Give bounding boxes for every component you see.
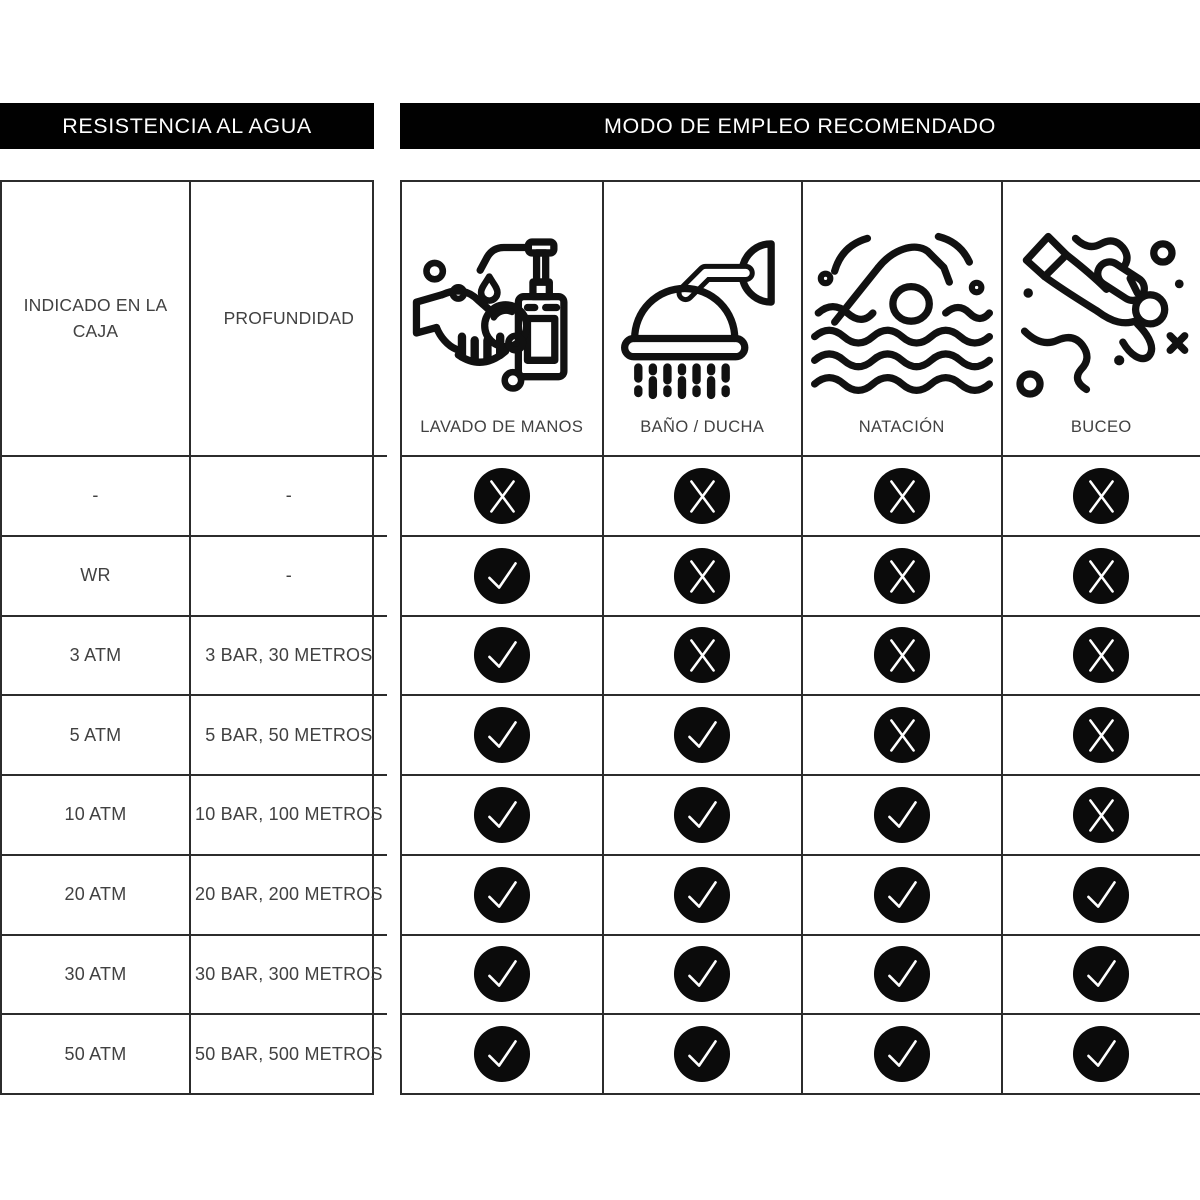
- check-mark-icon: [473, 547, 531, 605]
- usage-cell-wr-buceo: [1001, 535, 1200, 615]
- cross-mark-icon: [1072, 467, 1130, 525]
- resistance-row-caja-10-atm: 10 ATM: [2, 774, 189, 854]
- usage-cell-50-atm-bano-ducha: [602, 1013, 802, 1093]
- cross-mark-icon: [873, 626, 931, 684]
- usage-cell-none-buceo: [1001, 455, 1200, 535]
- check-mark-icon: [1072, 945, 1130, 1003]
- usage-column-header-buceo: [1001, 182, 1200, 455]
- usage-cell-none-natacion: [801, 455, 1001, 535]
- cross-mark-icon: [1072, 706, 1130, 764]
- check-mark-icon: [1072, 1025, 1130, 1083]
- usage-cell-20-atm-buceo: [1001, 854, 1200, 934]
- section-title-left: RESISTENCIA AL AGUA: [62, 113, 312, 138]
- check-mark-icon: [873, 945, 931, 1003]
- resistance-row-caja-3-atm: 3 ATM: [2, 615, 189, 695]
- diving-icon: [1010, 222, 1192, 404]
- cross-mark-icon: [1072, 547, 1130, 605]
- check-mark-icon: [473, 626, 531, 684]
- usage-cell-10-atm-natacion: [801, 774, 1001, 854]
- check-mark-icon: [473, 866, 531, 924]
- usage-cell-wr-natacion: [801, 535, 1001, 615]
- resistance-table: [0, 180, 383, 1095]
- usage-column-label: LAVADO DE MANOS: [420, 418, 584, 436]
- handwash-icon: [411, 222, 593, 404]
- usage-column-header-bano-ducha: [602, 182, 802, 455]
- check-mark-icon: [673, 786, 731, 844]
- swimming-icon: [811, 222, 993, 404]
- usage-cell-30-atm-lavado-de-manos: [402, 934, 602, 1014]
- check-mark-icon: [673, 866, 731, 924]
- usage-cell-5-atm-natacion: [801, 694, 1001, 774]
- usage-cell-30-atm-natacion: [801, 934, 1001, 1014]
- usage-cell-5-atm-buceo: [1001, 694, 1200, 774]
- resistance-row-profundidad-none: -: [189, 455, 387, 535]
- usage-table: [400, 180, 1200, 1095]
- resistance-row-profundidad-5-atm: 5 BAR, 50 METROS: [189, 694, 387, 774]
- usage-cell-none-lavado-de-manos: [402, 455, 602, 535]
- usage-cell-3-atm-lavado-de-manos: [402, 615, 602, 695]
- cross-mark-icon: [673, 626, 731, 684]
- usage-column-header-natacion: [801, 182, 1001, 455]
- check-mark-icon: [473, 1025, 531, 1083]
- section-title-right: MODO DE EMPLEO RECOMENDADO: [604, 113, 996, 138]
- resistance-row-profundidad-20-atm: 20 BAR, 200 METROS: [189, 854, 387, 934]
- resistance-row-profundidad-3-atm: 3 BAR, 30 METROS: [189, 615, 387, 695]
- usage-cell-10-atm-lavado-de-manos: [402, 774, 602, 854]
- cross-mark-icon: [673, 467, 731, 525]
- resistance-row-caja-20-atm: 20 ATM: [2, 854, 189, 934]
- resistance-row-profundidad-50-atm: 50 BAR, 500 METROS: [189, 1013, 387, 1093]
- usage-cell-3-atm-bano-ducha: [602, 615, 802, 695]
- check-mark-icon: [673, 1025, 731, 1083]
- resistance-row-profundidad-30-atm: 30 BAR, 300 METROS: [189, 934, 387, 1014]
- usage-cell-50-atm-lavado-de-manos: [402, 1013, 602, 1093]
- cross-mark-icon: [873, 467, 931, 525]
- usage-cell-none-bano-ducha: [602, 455, 802, 535]
- column-header-indicado-en-la-caja: INDICADO EN LA CAJA: [23, 295, 168, 341]
- resistance-row-caja-50-atm: 50 ATM: [2, 1013, 189, 1093]
- cross-mark-icon: [873, 547, 931, 605]
- usage-column-label: BUCEO: [1070, 418, 1132, 436]
- usage-cell-3-atm-natacion: [801, 615, 1001, 695]
- check-mark-icon: [673, 945, 731, 1003]
- usage-cell-5-atm-bano-ducha: [602, 694, 802, 774]
- resistance-row-caja-5-atm: 5 ATM: [2, 694, 189, 774]
- cross-mark-icon: [873, 706, 931, 764]
- section-header-resistencia: [0, 103, 374, 149]
- resistance-row-caja-none: -: [2, 455, 189, 535]
- column-header-profundidad: PROFUNDIDAD: [189, 182, 387, 455]
- resistance-row-caja-wr: WR: [2, 535, 189, 615]
- check-mark-icon: [473, 786, 531, 844]
- usage-cell-20-atm-natacion: [801, 854, 1001, 934]
- usage-cell-wr-bano-ducha: [602, 535, 802, 615]
- usage-column-label: BAÑO / DUCHA: [640, 418, 765, 436]
- cross-mark-icon: [673, 547, 731, 605]
- check-mark-icon: [473, 945, 531, 1003]
- check-mark-icon: [873, 1025, 931, 1083]
- resistance-row-caja-30-atm: 30 ATM: [2, 934, 189, 1014]
- shower-icon: [611, 222, 793, 404]
- usage-cell-50-atm-natacion: [801, 1013, 1001, 1093]
- check-mark-icon: [873, 786, 931, 844]
- check-mark-icon: [673, 706, 731, 764]
- usage-cell-wr-lavado-de-manos: [402, 535, 602, 615]
- check-mark-icon: [1072, 866, 1130, 924]
- resistance-row-profundidad-wr: -: [189, 535, 387, 615]
- cross-mark-icon: [1072, 786, 1130, 844]
- usage-column-header-lavado-de-manos: [402, 182, 602, 455]
- usage-column-label: NATACIÓN: [858, 418, 945, 436]
- usage-cell-30-atm-buceo: [1001, 934, 1200, 1014]
- cross-mark-icon: [1072, 626, 1130, 684]
- section-header-modo-empleo: [400, 103, 1200, 149]
- usage-cell-3-atm-buceo: [1001, 615, 1200, 695]
- usage-cell-30-atm-bano-ducha: [602, 934, 802, 1014]
- check-mark-icon: [873, 866, 931, 924]
- usage-cell-20-atm-bano-ducha: [602, 854, 802, 934]
- usage-cell-10-atm-bano-ducha: [602, 774, 802, 854]
- resistance-row-profundidad-10-atm: 10 BAR, 100 METROS: [189, 774, 387, 854]
- usage-cell-10-atm-buceo: [1001, 774, 1200, 854]
- usage-cell-5-atm-lavado-de-manos: [402, 694, 602, 774]
- usage-cell-20-atm-lavado-de-manos: [402, 854, 602, 934]
- check-mark-icon: [473, 706, 531, 764]
- cross-mark-icon: [473, 467, 531, 525]
- usage-cell-50-atm-buceo: [1001, 1013, 1200, 1093]
